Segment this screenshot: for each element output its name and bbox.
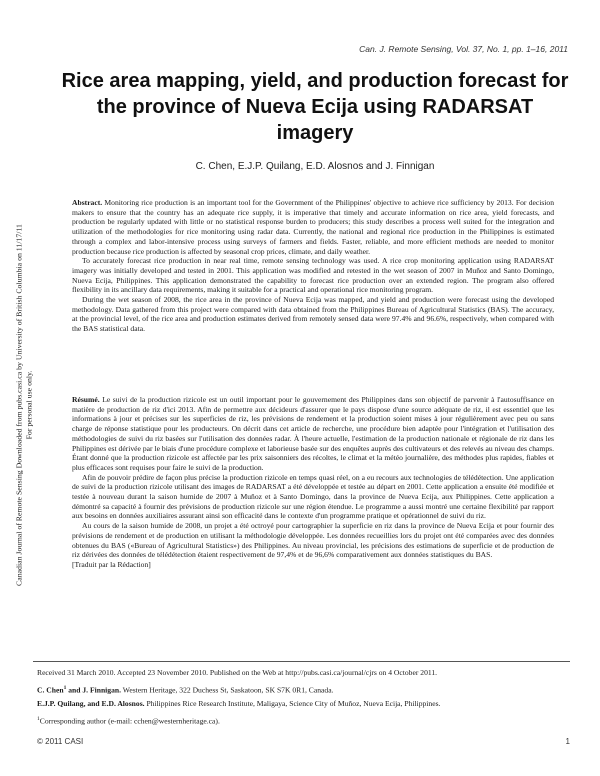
author-list: C. Chen, E.J.P. Quilang, E.D. Alosnos and J. Finnigan [195,161,435,172]
resume [72,395,554,570]
watermark-text [15,160,34,650]
resume-paragraph-1 [72,395,554,473]
affiliation-2-address: Philippines Rice Research Institute, Maligaya, Science City of Muñoz, Nueva Ecija, Philippines. [144,699,441,708]
abstract [72,198,554,334]
page-number: 1 [565,737,570,746]
footer-rule [33,661,570,662]
resume-paragraph-3: Au cours de la saison humide de 2008, un projet a été octroyé pour cartographier la superficie en riz dans la province de Nueva Ecija et pour fournir des prévisions de rendement et de production en utilisant la méthodologie développée. Les données recueillies lors du projet ont été comparées avec des données obtenues du BAS («Bureau of Agricultural Statistics») des Philippines. Au niveau provincial, les précisions des estimations de superficie et de production de riz dérivées des données de télédétection étaient respectivement de 97,4% et de 96,6% comparativement aux données statistiques du BAS. [72,521,554,560]
corresponding-marker: 1 [37,716,40,722]
abstract-paragraph-2: To accurately forecast rice production in near real time, remote sensing technology was used. A rice crop monitoring application using RADARSAT imagery was initially developed and tested in 2001. This application was modified and retested in the wet season of 2007 in Muñoz and Santo Domingo, Nueva Ecija, Philippines. This application demonstrated the capability to forecast rice production over an extended region. The program also offered flexibility in its ancillary data requirements, making it suitable for a practical and operational rice monitoring program. [72,256,554,295]
affiliation-1-authors: C. Chen [37,685,64,695]
watermark-line-1: Canadian Journal of Remote Sensing Downloaded from pubs.casi.ca by University of British Columbia on 11/17/11 [14,224,24,586]
abstract-paragraph-1 [72,198,554,256]
paper-title: Rice area mapping, yield, and production forecast for the province of Nueva Ecija using RADARSAT imagery [61,70,569,144]
abstract-heading: Abstract. [72,198,103,207]
received-dates: Received 31 March 2010. Accepted 23 November 2010. Published on the Web at http://pubs.casi.ca/journal/cjrs on 4 October 2011. [37,668,438,677]
corresponding-email: Corresponding author (e-mail: cchen@westernheritage.ca). [39,716,220,726]
affiliation-2 [37,699,570,709]
journal-citation: Can. J. Remote Sensing, Vol. 37, No. 1, pp. 1–16, 2011 [359,44,568,54]
corresponding-author [37,714,570,727]
resume-heading: Résumé. [72,395,100,404]
affiliation-1-marker: 1 [63,685,67,691]
resume-paragraph-2: Afin de pouvoir prédire de façon plus précise la production rizicole en temps quasi réel, on a eu recours aux technologies de télédétection. Une application de suivi de la production rizicole utilisant des images de RADARSAT a été développée et testée au départ en 2001. Cette application a ensuite été modifiée et testée à nouveau durant la saison humide de 2007 à Muñoz et à Santo Domingo, dans la province de Nueva Ecija, aux Philippines. Cette application a démontré sa capacité à fournir des prévisions de production rizicole sur une région étendue. Le programme a aussi montré une certaine flexibilité par rapport aux besoins en données auxiliaires assurant ainsi son efficacité dans le contexte d'un programme pratique et opérationnel de suivi du riz. [72,472,554,521]
download-watermark [4,160,44,650]
affiliation-1-address: Western Heritage, 322 Duchess St, Saskatoon, SK S7K 0R1, Canada. [121,685,334,695]
affiliation-1-authors-tail: and J. Finnigan. [66,685,121,695]
translator-note: [Traduit par la Rédaction] [72,559,151,569]
abstract-text: Monitoring rice production is an important tool for the Government of the Philippines' objective to achieve rice sufficiency by 2013. For decision makers to ensure that the country has an adequate rice supply, it is imperative that timely and accurate information on rice area, yield forecasts, and production be regularly updated with little or no statistical response burden to producers; this study describes a process well suited for the integration and utilization of the methodologies for rice monitoring using radar data. Currently, the national and regional rice production in the Philippines is estimated through a complex and labor-intensive process using surveys of farmers and fields. Faster, reliable, and more efficient methods are needed to monitor production because rice production is affected by seasonal crop prices, climate, and daily weather. [72,198,554,256]
abstract-paragraph-3: During the wet season of 2008, the rice area in the province of Nueva Ecija was mapped, and yield and production were forecast using the developed methodology. Data gathered from this project were compared with data obtained from the Philippines Bureau of Agricultural Statistics (BAS). The accuracy, at the provincial level, of the rice area and production estimates derived from remotely sensed data were 97.4% and 96.6%, respectively, when compared with the BAS statistical data. [72,295,554,334]
affiliation-1 [37,683,570,696]
resume-text: Le suivi de la production rizicole est un outil important pour le gouvernement des Philippines dans son objectif de parvenir à l'autosuffisance en matière de production de riz d'ici 2013. Afin de permettre aux décideurs d'assurer que le pays dispose d'une source adéquate de riz, il est essentiel que les informations à jour et précises sur les superficies de riz, les prévisions de rendement et la production soient mises à jour régulièrement avec peu ou sans charge de réponse statistique pour les producteurs. On décrit dans cet article de recherche, une procédure bien adaptée pour l'intégration et l'utilisation des méthodologies de suivi du riz basées sur l'utilisation des données radar. À l'heure actuelle, l'estimation de la production nationale et régionale de riz dans les Philippines est dérivée par le biais d'une procédure complexe et laborieuse basée sur des enquêtes auprès des cultivateurs et des relevés au niveau des champs. Étant donné que la production rizicole est affectée par les prix saisonniers des récoltes, le climat et la météo journalière, des méthodes plus rapides, fiables et plus efficaces sont requises pour faire le suivi de la production. [72,395,554,472]
affiliation-2-authors: E.J.P. Quilang, and E.D. Alosnos. [37,699,145,708]
watermark-line-2: For personal use only. [24,370,33,440]
copyright-notice: © 2011 CASI [37,737,84,746]
